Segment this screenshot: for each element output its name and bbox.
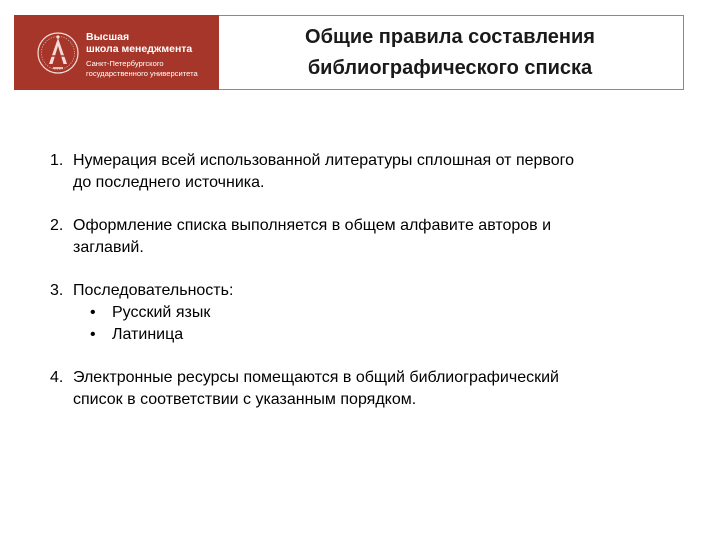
title-line2: библиографического списка: [307, 57, 593, 79]
sub-item-label: Русский язык: [112, 304, 211, 321]
rule-number: 2.: [50, 217, 64, 234]
slide-title: [230, 22, 670, 84]
logo-name-line2: школа менеджмента: [86, 43, 193, 55]
logo-name-line1: Высшая: [86, 31, 130, 43]
rules-list: [50, 150, 670, 432]
rule-text-line: список в соответствии с указанным порядком.: [73, 391, 417, 408]
sub-item-label: Латиница: [112, 326, 184, 343]
title-line1: Общие правила составления: [305, 26, 595, 48]
rule-number: 1.: [50, 152, 64, 169]
rule-item-1: [50, 150, 670, 194]
rule-number: 3.: [50, 282, 64, 299]
sub-item-latin: [73, 324, 670, 346]
sub-item-russian: [73, 302, 670, 324]
rule-text-line: Электронные ресурсы помещаются в общий библиографический: [73, 369, 559, 386]
bullet-icon: •: [90, 326, 96, 343]
logo-subtitle-line1: Санкт-Петербургского: [86, 59, 164, 68]
bullet-icon: •: [90, 304, 96, 321]
rule-text-line: Оформление списка выполняется в общем алфавите авторов и: [73, 217, 552, 234]
rule-text-line: заглавий.: [73, 239, 144, 256]
rule-number: 4.: [50, 369, 64, 386]
rule-item-4: [50, 367, 670, 411]
rule-text-line: Последовательность:: [73, 282, 234, 299]
emblem-icon: [36, 29, 80, 77]
school-logo: [14, 15, 219, 90]
rule-text-line: Нумерация всей использованной литературы сплошная от первого: [73, 152, 575, 169]
rule-text-line: до последнего источника.: [73, 174, 265, 191]
rule-item-2: [50, 215, 670, 259]
rule-item-3: [50, 280, 670, 346]
logo-subtitle-line2: государственного университета: [86, 69, 198, 78]
